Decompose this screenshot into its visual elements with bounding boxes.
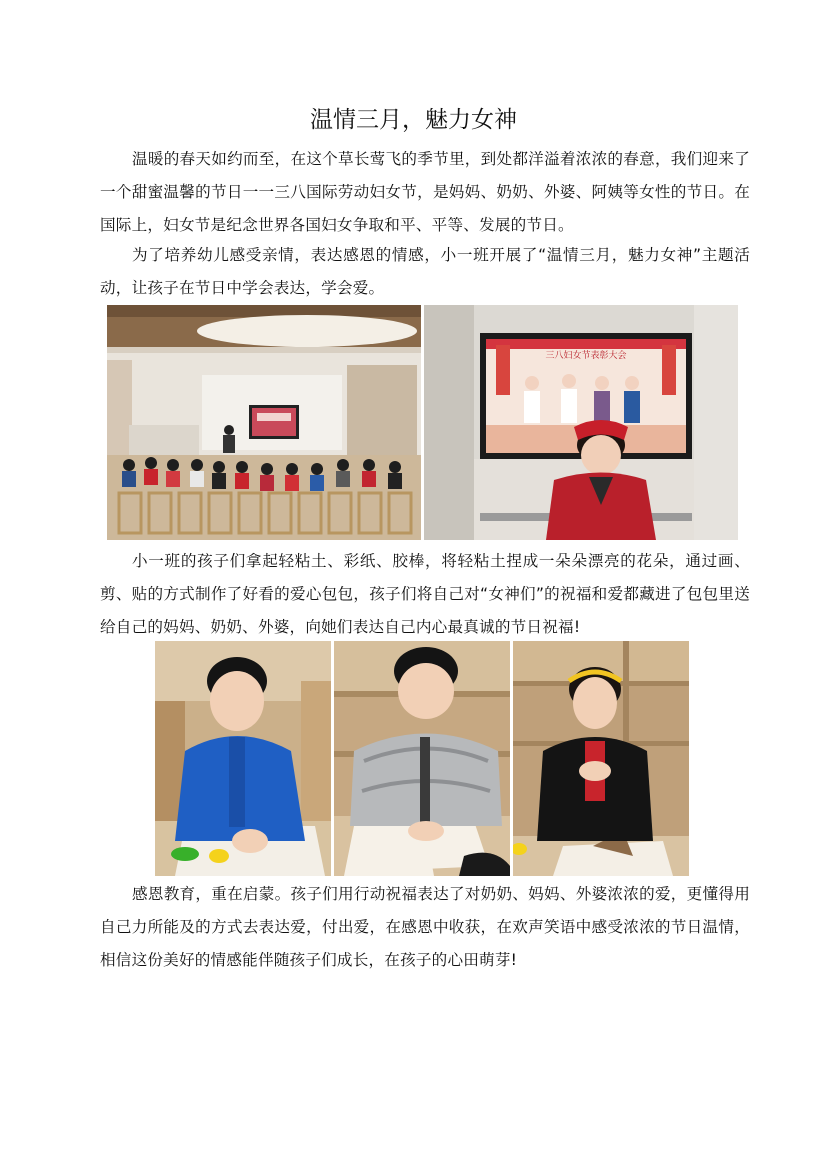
photo-girl-black-jacket bbox=[513, 641, 689, 876]
photo-child-screen bbox=[424, 305, 738, 540]
photo-boy-grey-jacket bbox=[334, 641, 510, 876]
paragraph-activity: 为了培养幼儿感受亲情，表达感恩的情感，小一班开展了“温情三月，魅力女神”主题活动，让孩子在节日中学会表达，学会爱。 bbox=[100, 246, 750, 297]
paragraph-conclusion: 感恩教育，重在启蒙。孩子们用行动祝福表达了对奶奶、妈妈、外婆浓浓的爱，更懂得用自己力所能及的方式去表达爱，付出爱，在感恩中收获，在欢声笑语中感受浓浓的节日温情，相信这份美好的情感能伴随孩子们成长，在孩子的心田萌芽! bbox=[100, 885, 750, 969]
paragraph-intro: 温暖的春天如约而至，在这个草长莺飞的季节里，到处都洋溢着浓浓的春意，我们迎来了一个甜蜜温馨的节日一一三八国际劳动妇女节，是妈妈、奶奶、外婆、阿姨等女性的节日。在国际上，妇女节是纪念世界各国妇女争取和平、平等、发展的节日。 bbox=[100, 150, 750, 234]
page-title: 温情三月，魅力女神 bbox=[310, 107, 517, 133]
photo-classroom bbox=[107, 305, 421, 540]
photo-boy-blue-jacket bbox=[155, 641, 331, 876]
paragraph-craft: 小一班的孩子们拿起轻粘土、彩纸、胶棒，将轻粘土捏成一朵朵漂亮的花朵，通过画、剪、贴的方式制作了好看的爱心包包，孩子们将自己对“女神们”的祝福和爱都藏进了包包里送给自己的妈妈、奶奶、外婆，向她们表达自己内心最真诚的节日祝福! bbox=[100, 552, 750, 636]
screen-title: 三八妇女节表彰大会 bbox=[545, 351, 627, 361]
